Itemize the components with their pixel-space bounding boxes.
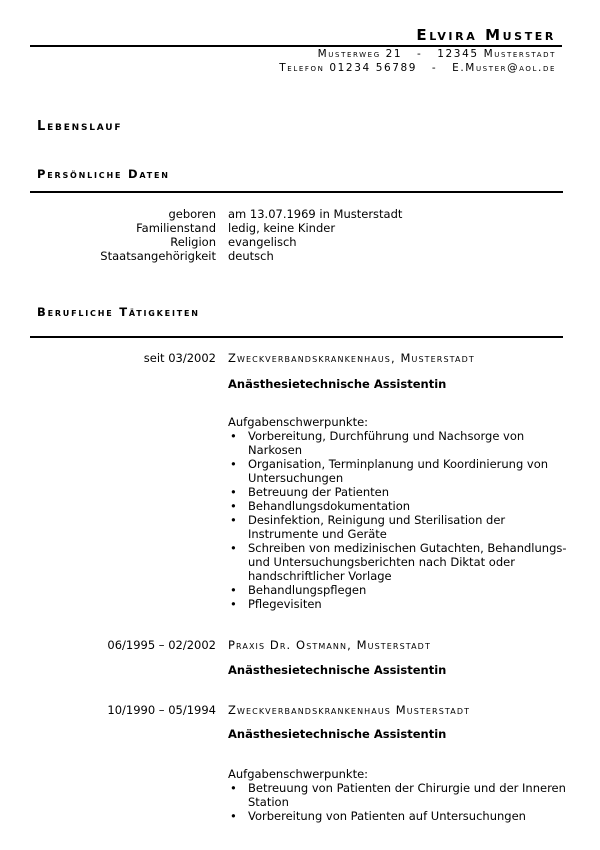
career-employer-2: Praxis Dr. Ostmann, Musterstadt (228, 638, 431, 652)
task-item: • Betreuung von Patienten der Chirurgie und der Inneren Station (228, 781, 568, 809)
personal-label-born: geboren (168, 207, 216, 221)
task-list (228, 429, 568, 611)
career-tasks-3 (228, 767, 568, 823)
career-period-3: 10/1990 – 05/1994 (107, 703, 216, 717)
address-line: Musterweg 21 - 12345 Musterstadt (317, 48, 556, 60)
personal-label-nationality: Staatsangehörigkeit (100, 249, 216, 263)
tasks-heading: Aufgabenschwerpunkte: (228, 767, 369, 781)
section-heading-personal: Persönliche Daten (37, 167, 170, 181)
career-title-2: Anästhesietechnische Assistentin (228, 663, 447, 677)
section-rule-personal (30, 191, 563, 193)
task-item: • Schreiben von medizinischen Gutachten, Behandlungs- und Untersuchungsberichten nach Diktat oder handschriftlicher Vorlage (228, 541, 568, 583)
career-title-1: Anästhesietechnische Assistentin (228, 377, 447, 391)
task-item: • Behandlungsdokumentation (228, 499, 568, 513)
personal-value-nationality: deutsch (228, 249, 274, 263)
personal-label-religion: Religion (170, 235, 216, 249)
career-period-1: seit 03/2002 (143, 351, 216, 365)
task-item: • Organisation, Terminplanung und Koordinierung von Untersuchungen (228, 457, 568, 485)
personal-value-marital: ledig, keine Kinder (228, 221, 336, 235)
personal-label-marital: Familienstand (136, 221, 216, 235)
task-item: • Vorbereitung, Durchführung und Nachsorge von Narkosen (228, 429, 568, 457)
career-period-2: 06/1995 – 02/2002 (107, 638, 216, 652)
contact-line: Telefon 01234 56789 - E.Muster@aol.de (279, 62, 556, 74)
document-title: Lebenslauf (37, 119, 123, 134)
task-item: • Betreuung der Patienten (228, 485, 568, 499)
tasks-heading: Aufgabenschwerpunkte: (228, 415, 369, 429)
applicant-name: Elvira Muster (416, 26, 556, 44)
career-employer-3: Zweckverbandskrankenhaus Musterstadt (228, 703, 471, 717)
personal-value-religion: evangelisch (228, 235, 297, 249)
career-tasks-1 (228, 415, 568, 611)
header-rule (30, 45, 562, 47)
career-employer-1: Zweckverbandskrankenhaus, Musterstadt (228, 351, 475, 365)
task-item: • Pflegevisiten (228, 597, 568, 611)
section-heading-career: Berufliche Tätigkeiten (37, 305, 200, 319)
personal-value-born: am 13.07.1969 in Musterstadt (228, 207, 403, 221)
section-rule-career (30, 336, 563, 338)
task-item: • Desinfektion, Reinigung und Sterilisation der Instrumente und Geräte (228, 513, 568, 541)
task-list (228, 781, 568, 823)
career-title-3: Anästhesietechnische Assistentin (228, 727, 447, 741)
task-item: • Behandlungspflegen (228, 583, 568, 597)
task-item: • Vorbereitung von Patienten auf Untersuchungen (228, 809, 568, 823)
